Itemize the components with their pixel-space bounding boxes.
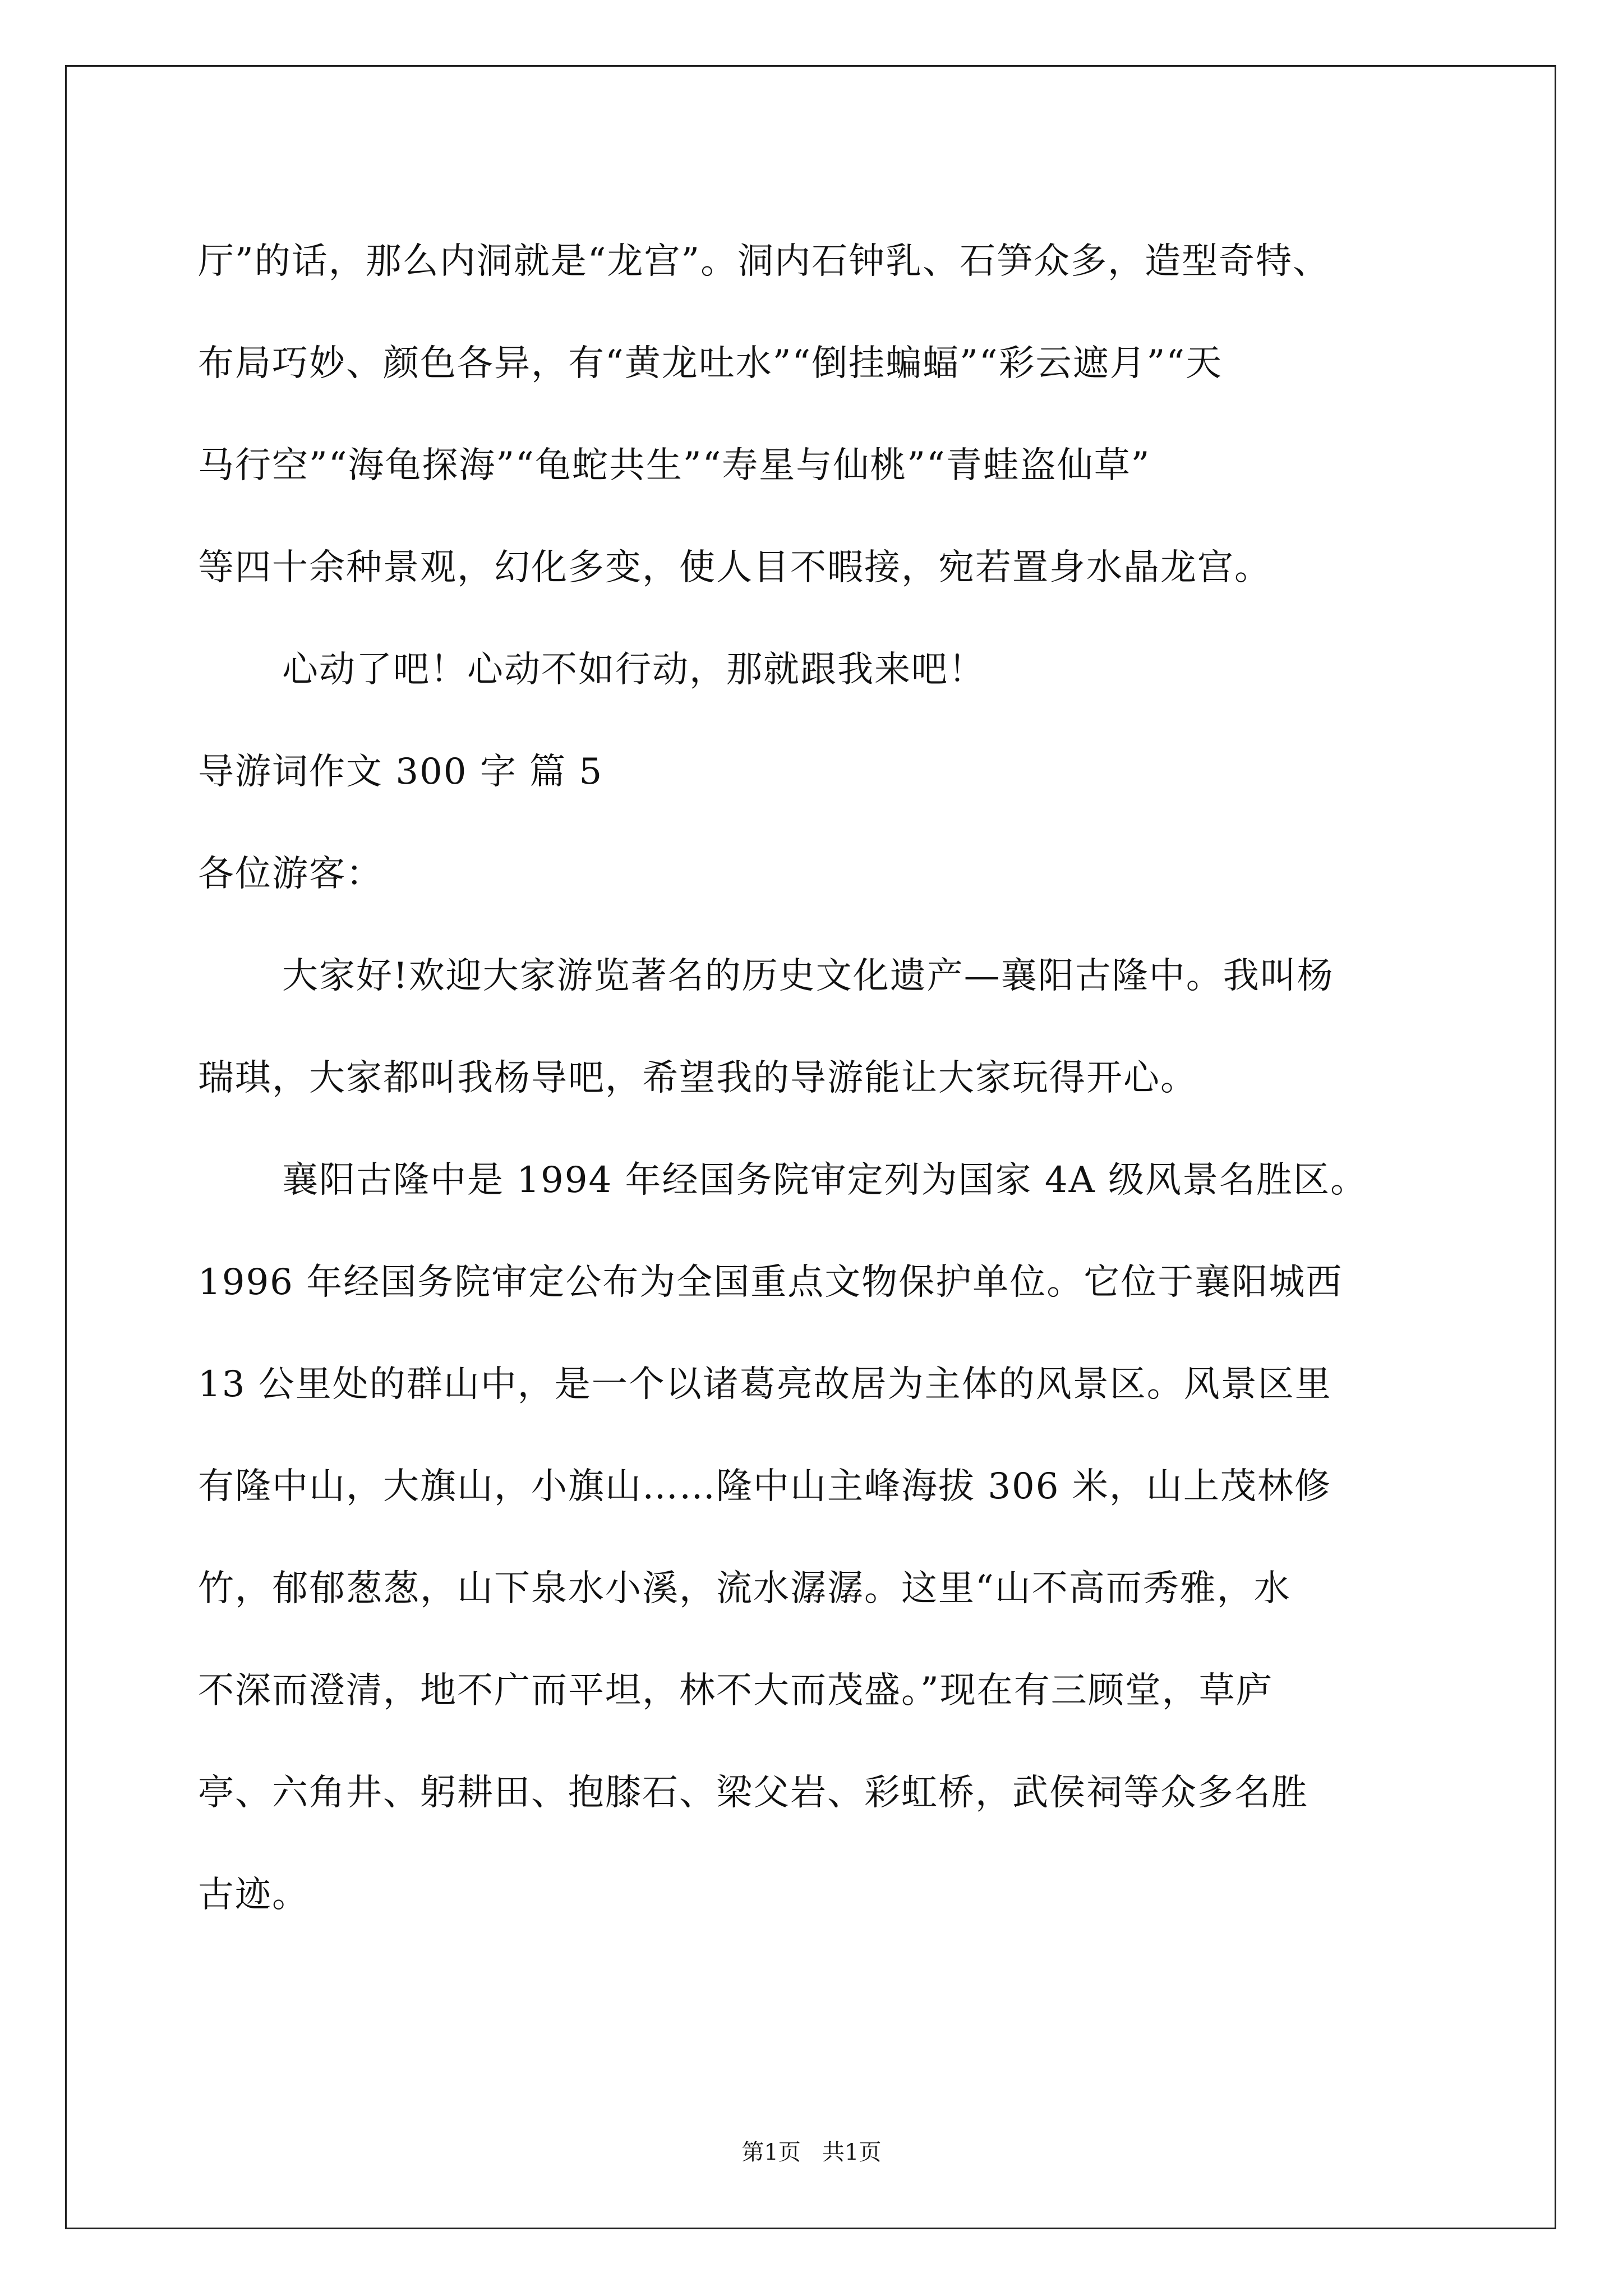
paragraph-line: 13 公里处的群山中，是一个以诸葛亮故居为主体的风景区。风景区里: [198, 1364, 1332, 1405]
paragraph-line: 布局巧妙、颜色各异，有“黄龙吐水”“倒挂蝙蝠”“彩云遮月”“天: [198, 343, 1223, 384]
paragraph-line: 亭、六角井、躬耕田、抱膝石、梁父岩、彩虹桥，武侯祠等众多名胜: [198, 1772, 1308, 1814]
paragraph-line: 瑞琪，大家都叫我杨导吧，希望我的导游能让大家玩得开心。: [198, 1057, 1197, 1099]
paragraph-line: 古迹。: [198, 1874, 309, 1916]
paragraph-line: 有隆中山，大旗山，小旗山……隆中山主峰海拔 306 米，山上茂林修: [198, 1466, 1331, 1507]
paragraph-line: 等四十余种景观，幻化多变，使人目不暇接，宛若置身水晶龙宫。: [198, 547, 1271, 588]
paragraph-line: 不深而澄清，地不广而平坦，林不大而茂盛。”现在有三顾堂，草庐: [198, 1670, 1273, 1711]
paragraph-line: 马行空”“海龟探海”“龟蛇共生”“寿星与仙桃”“青蛙盗仙草”: [198, 445, 1151, 486]
document-body: [198, 210, 1488, 1946]
paragraph-line: 大家好!欢迎大家游览著名的历史文化遗产—襄阳古隆中。我叫杨: [282, 955, 1334, 997]
paragraph-line: 襄阳古隆中是 1994 年经国务院审定列为国家 4A 级风景名胜区。: [282, 1159, 1368, 1201]
paragraph-line: 1996 年经国务院审定公布为全国重点文物保护单位。它位于襄阳城西: [198, 1262, 1343, 1303]
page-footer: 第1页 共1页: [741, 2139, 882, 2165]
paragraph-line: 厅”的话，那么内洞就是“龙宫”。洞内石钟乳、石笋众多，造型奇特、: [198, 241, 1330, 282]
salutation: 各位游客：: [198, 853, 383, 895]
section-heading: 导游词作文 300 字 篇 5: [198, 751, 603, 793]
paragraph-line: 竹，郁郁葱葱，山下泉水小溪，流水潺潺。这里“山不高而秀雅，水: [198, 1568, 1291, 1609]
paragraph-line: 心动了吧！心动不如行动，那就跟我来吧！: [282, 649, 985, 691]
